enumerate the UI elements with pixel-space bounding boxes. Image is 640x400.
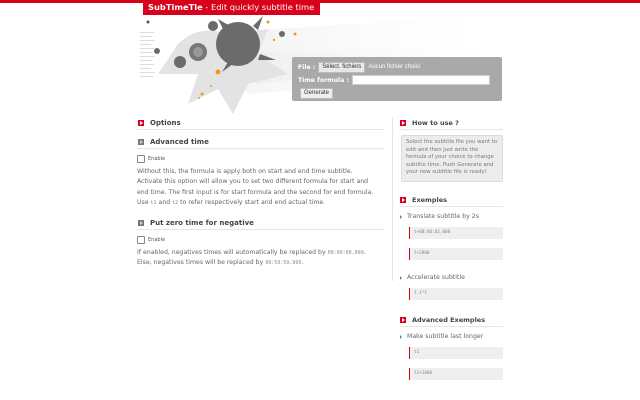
play-square-icon: [400, 120, 406, 126]
time-formula-input[interactable]: [352, 75, 490, 85]
example-accelerate: Accelerate subtitle: [400, 273, 503, 283]
app-title: [143, 0, 320, 15]
generate-button[interactable]: Generate: [300, 88, 333, 99]
formula-label: Time formula :: [298, 76, 349, 84]
play-square-icon: [400, 197, 406, 203]
example-last-longer: Make subtitle last longer: [400, 332, 503, 342]
play-square-icon: [400, 317, 406, 323]
bullet-icon: [400, 335, 402, 339]
advanced-time-checkbox[interactable]: [137, 155, 145, 163]
zero-negative-description: If enabled, negatives times will automatically be replaced by 00:00:00,000. Else, negatives times will be replaced by 99:59:59,999.: [137, 249, 366, 267]
code-snippet: t2+1000: [409, 368, 503, 380]
how-to-text: Select the subtitle file you want to edit and then just write the formula of your choice to change subtitle time. Push Generate and your new subtitle file is ready!: [401, 135, 503, 182]
code-snippet: t1: [409, 347, 503, 359]
bullet-icon: [400, 215, 402, 219]
zero-negative-heading: Put zero time for negative: [137, 217, 384, 230]
zero-negative-checkbox[interactable]: [137, 236, 145, 244]
code-snippet: t+2000: [409, 248, 503, 260]
options-heading: Options: [137, 117, 384, 130]
app-tagline: - Edit quickly subtitle time: [202, 2, 315, 12]
advanced-examples-heading: Advanced Exemples: [399, 314, 503, 327]
code-snippet: t+00:00:02,000: [409, 227, 503, 239]
code-snippet: 1.1*t: [409, 288, 503, 300]
options-panel: [137, 117, 384, 269]
subtitle-form: [292, 57, 502, 101]
app-name: SubTimeTle: [148, 2, 203, 12]
example-translate: Translate subtitle by 2s: [400, 212, 503, 222]
sidebar: [399, 117, 503, 380]
file-label: File :: [298, 63, 316, 71]
examples-heading: Exemples: [399, 194, 503, 207]
advanced-time-description: Without this, the formula is apply both on start and end time subtitle. Activate this option will allow you to set two different formula for start and end time. The first input is for start formula and the second for end formula. Use t1 and t2 to refer respectively start and end actual time.: [137, 168, 374, 206]
zero-negative-enable[interactable]: [137, 236, 384, 244]
bullet-icon: [400, 276, 402, 280]
play-square-icon: [138, 120, 144, 126]
file-status: Aucun fichier choisi: [368, 64, 421, 70]
how-to-heading: How to use ?: [399, 117, 503, 130]
select-file-button[interactable]: Sélect. fichiers: [318, 62, 365, 73]
enable-label: Enable: [148, 156, 166, 162]
column-divider: [392, 117, 393, 281]
advanced-time-heading: Advanced time: [137, 136, 384, 149]
play-square-icon: [138, 139, 144, 145]
enable-label: Enable: [148, 237, 166, 244]
advanced-time-enable[interactable]: [137, 155, 384, 163]
play-square-icon: [138, 220, 144, 226]
